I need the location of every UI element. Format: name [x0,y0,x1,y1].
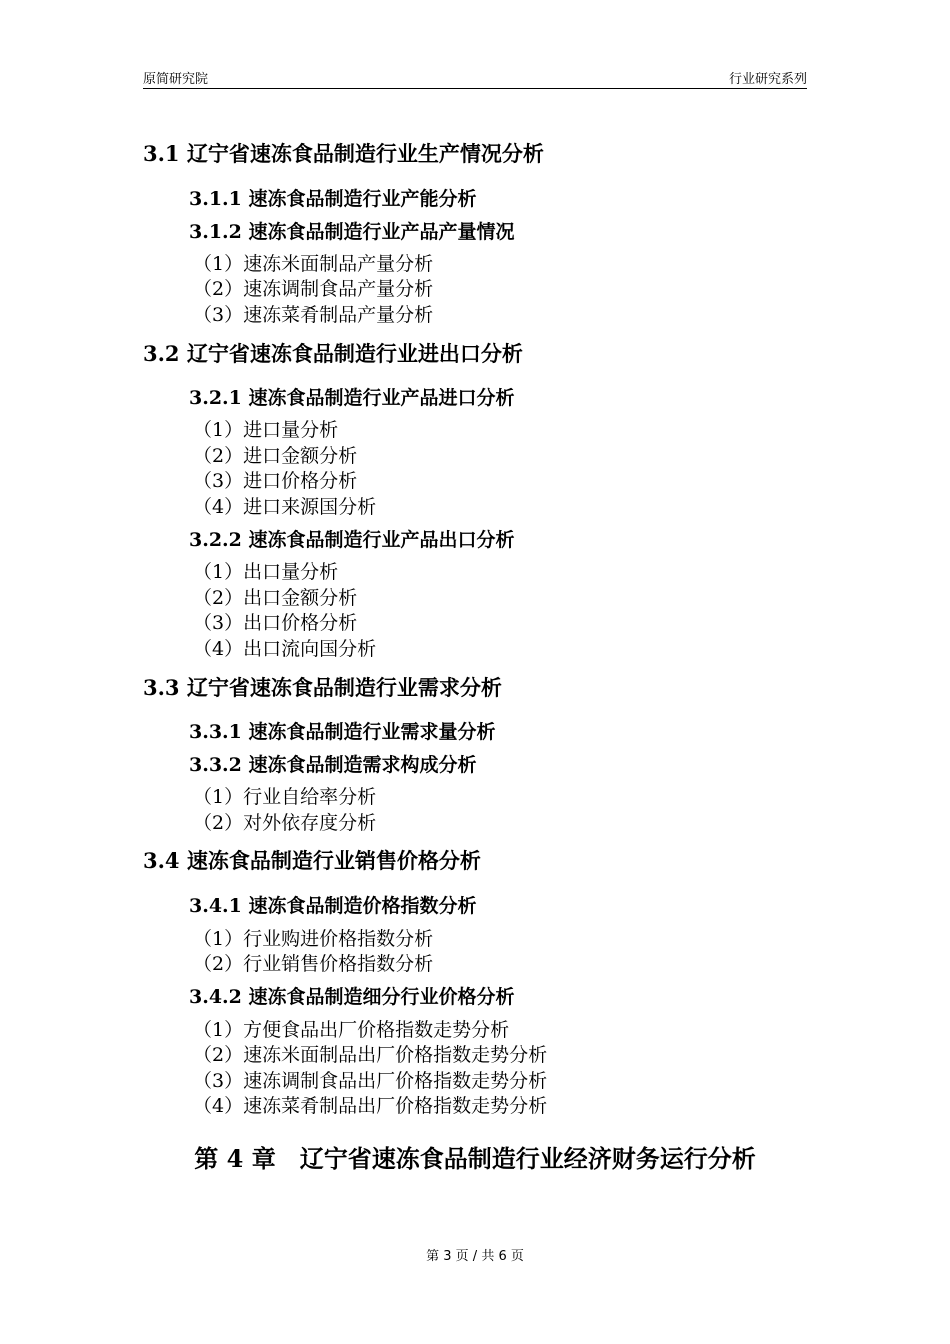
section-3-2-2-heading: 3.2.2 速冻食品制造行业产品出口分析 [189,529,515,551]
list-item: （2）速冻调制食品产量分析 [193,278,434,300]
section-3-1-heading: 3.1 辽宁省速冻食品制造行业生产情况分析 [143,141,544,166]
chapter-4-heading: 第 4 章 辽宁省速冻食品制造行业经济财务运行分析 [194,1144,756,1173]
section-3-3-1-heading: 3.3.1 速冻食品制造行业需求量分析 [189,721,496,743]
list-item: （3）速冻调制食品出厂价格指数走势分析 [193,1070,548,1092]
list-item: （2）对外依存度分析 [193,812,377,834]
list-item: （1）进口量分析 [193,419,339,441]
section-3-3-2-heading: 3.3.2 速冻食品制造需求构成分析 [189,754,477,776]
list-item: （1）方便食品出厂价格指数走势分析 [193,1019,510,1041]
list-item: （1）行业购进价格指数分析 [193,928,434,950]
list-item: （1）行业自给率分析 [193,786,377,808]
list-item: （2）出口金额分析 [193,587,358,609]
header-series: 行业研究系列 [728,72,807,87]
list-item: （3）出口价格分析 [193,612,358,634]
list-item: （1）速冻米面制品产量分析 [193,253,434,275]
list-item: （1）出口量分析 [193,561,339,583]
list-item: （4）速冻菜肴制品出厂价格指数走势分析 [193,1095,548,1117]
section-3-1-2-heading: 3.1.2 速冻食品制造行业产品产量情况 [189,221,515,243]
section-3-2-1-heading: 3.2.1 速冻食品制造行业产品进口分析 [189,387,515,409]
section-3-4-1-heading: 3.4.1 速冻食品制造价格指数分析 [189,895,477,917]
page-header [143,68,807,89]
list-item: （2）进口金额分析 [193,445,358,467]
section-3-4-heading: 3.4 速冻食品制造行业销售价格分析 [143,848,481,873]
section-3-2-heading: 3.2 辽宁省速冻食品制造行业进出口分析 [143,341,523,366]
header-organization: 原简研究院 [143,72,209,87]
list-item: （4）出口流向国分析 [193,638,377,660]
section-3-1-1-heading: 3.1.1 速冻食品制造行业产能分析 [189,188,477,210]
page-footer: 第 3 页 / 共 6 页 [426,1249,524,1264]
list-item: （3）进口价格分析 [193,470,358,492]
section-3-4-2-heading: 3.4.2 速冻食品制造细分行业价格分析 [189,986,515,1008]
list-item: （3）速冻菜肴制品产量分析 [193,304,434,326]
section-3-3-heading: 3.3 辽宁省速冻食品制造行业需求分析 [143,675,502,700]
list-item: （2）速冻米面制品出厂价格指数走势分析 [193,1044,548,1066]
list-item: （2）行业销售价格指数分析 [193,953,434,975]
list-item: （4）进口来源国分析 [193,496,377,518]
